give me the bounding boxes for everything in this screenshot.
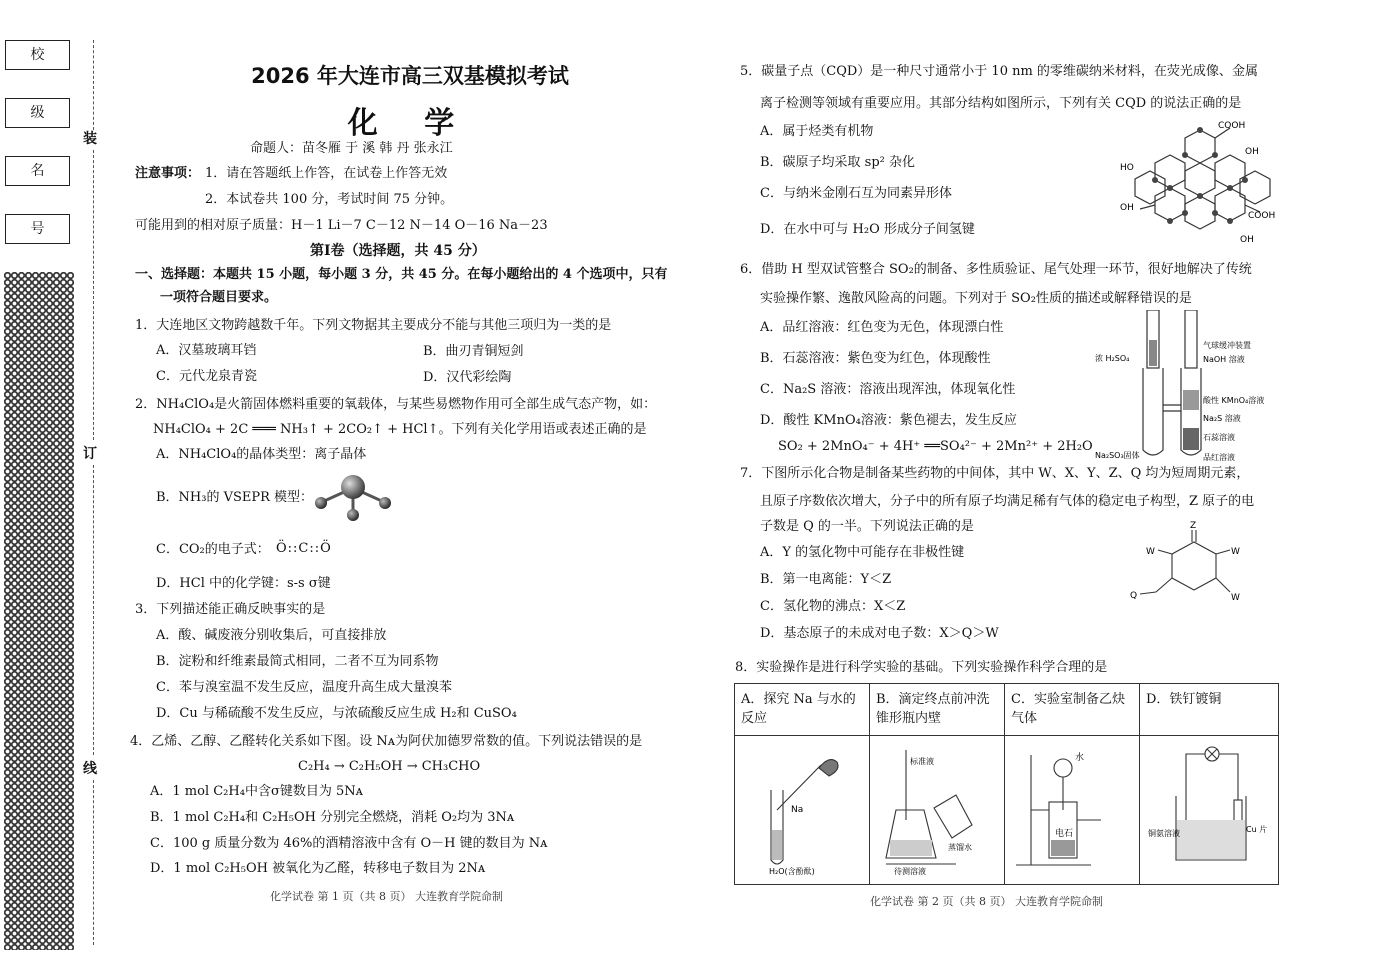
- na-water-figure: [741, 740, 863, 876]
- q8-figure-a: [735, 736, 870, 885]
- q4-option-c: C．100 g 质量分数为 46%的酒精溶液中含有 O－H 键的数目为 Nᴀ: [150, 836, 548, 851]
- q6-stem-1: 6．借助 H 型双试管整合 SO₂的制备、多性质验证、尾气处理一环节，很好地解决了传统: [740, 262, 1252, 277]
- h-tube-label: 酸性 KMnO₄溶液: [1203, 396, 1265, 405]
- q5-option-d: D．在水中可与 H₂O 形成分子间氢键: [760, 222, 975, 237]
- q7-option-c: C．氢化物的沸点：X＜Z: [760, 599, 906, 614]
- instructions-2: 一项符合题目要求。: [160, 290, 278, 305]
- fig-b-label: 蒸馏水: [948, 843, 972, 852]
- q2-option-d: D．HCl 中的化学键：s-s σ键: [156, 576, 331, 591]
- q6-option-d: D．酸性 KMnO₄溶液：紫色褪去，发生反应: [760, 413, 1017, 428]
- q7-stem-1: 7．下图所示化合物是制备某些药物的中间体，其中 W、X、Y、Z、Q 均为短周期元素，: [740, 466, 1250, 481]
- q6-stem-2: 实验操作繁、逸散风险高的问题。下列对于 SO₂性质的描述或解释错误的是: [760, 291, 1192, 306]
- page-footer-left: 化学试卷 第 1 页（共 8 页） 大连教育学院命制: [270, 890, 503, 903]
- vsepr-model-icon: [312, 472, 394, 522]
- q7-atom: Q: [1130, 591, 1138, 601]
- fig-c-label: 电石: [1055, 829, 1074, 839]
- cqd-label: COOH: [1218, 121, 1246, 131]
- q6-option-c: C．Na₂S 溶液：溶液出现浑浊，体现氧化性: [760, 382, 1016, 397]
- h-tube-label: Na₂S 溶液: [1203, 414, 1241, 423]
- q3-option-d: D．Cu 与稀硫酸不发生反应，与浓硫酸反应生成 H₂和 CuSO₄: [156, 706, 517, 721]
- q6-option-b: B．石蕊溶液：紫色变为红色，体现酸性: [760, 351, 991, 366]
- fig-a-label: H₂O(含酚酞): [769, 867, 815, 876]
- h-tube-figure: [1095, 310, 1285, 462]
- q7-atom: W: [1231, 547, 1240, 557]
- q7-stem-3: 子数是 Q 的一半。下列说法正确的是: [760, 519, 974, 534]
- cqd-label: OH: [1245, 147, 1259, 157]
- q8-option-b: B．滴定终点前冲洗锥形瓶内壁: [870, 684, 1005, 736]
- notes-label: 注意事项：: [135, 166, 201, 181]
- cqd-label: HO: [1120, 163, 1134, 173]
- fig-b-label: 待测溶液: [894, 867, 926, 876]
- q2-stem-2: NH₄ClO₄ + 2C ═══ NH₃↑ + 2CO₂↑ + HCl↑。下列有关化学用语或表述正确的是: [153, 422, 647, 437]
- seal-pattern: [4, 272, 74, 950]
- q2-option-a: A．NH₄ClO₄的晶体类型：离子晶体: [156, 447, 367, 462]
- h-tube-label: 浓 H₂SO₄: [1095, 354, 1130, 363]
- q4-option-d: D．1 mol C₂H₅OH 被氧化为乙醛，转移电子数目为 2Nᴀ: [150, 861, 486, 876]
- exam-subject: 化 学: [347, 106, 473, 141]
- q7-option-a: A．Y 的氢化物中可能存在非极性键: [760, 545, 965, 560]
- q7-atom: W: [1231, 593, 1240, 603]
- titration-figure: [876, 740, 998, 876]
- page-footer-right: 化学试卷 第 2 页（共 8 页） 大连教育学院命制: [870, 895, 1103, 908]
- q7-atom: W: [1146, 547, 1155, 557]
- q8-option-d: D．铁钉镀铜: [1140, 684, 1279, 736]
- q8-figure-d: [1140, 736, 1279, 885]
- co2-electron-formula: Ö::C::Ö: [276, 541, 332, 556]
- number-box: 号: [5, 214, 70, 244]
- q1-option-b: B．曲刃青铜短剑: [423, 344, 524, 359]
- h-tube-label: 品红溶液: [1203, 453, 1235, 462]
- electroplating-figure: [1146, 740, 1272, 876]
- q8-options-table: [734, 683, 1279, 885]
- cqd-label: OH: [1120, 203, 1134, 213]
- q4-scheme: C₂H₄ → C₂H₅OH → CH₃CHO: [298, 759, 481, 774]
- note-1: 1．请在答题纸上作答，在试卷上作答无效: [205, 166, 448, 181]
- q5-option-b: B．碳原子均采取 sp² 杂化: [760, 155, 916, 170]
- q1-option-c: C．元代龙泉青瓷: [156, 369, 257, 384]
- h-tube-label: Na₂SO₃固体: [1095, 451, 1140, 460]
- name-box: 名: [5, 156, 70, 186]
- q7-option-b: B．第一电离能：Y＜Z: [760, 572, 892, 587]
- q5-stem-1: 5．碳量子点（CQD）是一种尺寸通常小于 10 nm 的零维碳纳米材料，在荧光成像、金属: [740, 64, 1258, 79]
- binding-line: [93, 780, 94, 945]
- q5-stem-2: 离子检测等领域有重要应用。其部分结构如图所示，下列有关 CQD 的说法正确的是: [760, 96, 1242, 111]
- binding-label: 订: [83, 446, 97, 462]
- h-tube-label: 石蕊溶液: [1203, 433, 1235, 442]
- school-box: 校: [5, 40, 70, 70]
- q3-option-c: C．苯与溴室温不发生反应，温度升高生成大量溴苯: [156, 680, 452, 695]
- q6-option-a: A．品红溶液：红色变为无色，体现漂白性: [760, 320, 1004, 335]
- class-box: 级: [5, 98, 70, 128]
- q5-option-a: A．属于烃类有机物: [760, 124, 874, 139]
- binding-label: 线: [83, 761, 97, 777]
- acetylene-figure: [1011, 740, 1133, 876]
- binding-line: [93, 40, 94, 130]
- q7-stem-2: 且原子序数依次增大，分子中的所有原子均满足稀有气体的稳定电子构型，Z 原子的电: [760, 494, 1255, 509]
- q7-option-d: D．基态原子的未成对电子数：X＞Q＞W: [760, 626, 999, 641]
- q8-option-c: C．实验室制备乙炔气体: [1005, 684, 1140, 736]
- q3-stem: 3．下列描述能正确反映事实的是: [135, 602, 326, 617]
- binding-label: 装: [83, 131, 97, 147]
- binding-line: [93, 150, 94, 440]
- q1-option-d: D．汉代彩绘陶: [423, 370, 512, 385]
- q4-option-b: B．1 mol C₂H₄和 C₂H₅OH 分别完全燃烧，消耗 O₂均为 3Nᴀ: [150, 810, 515, 825]
- q7-molecule-figure: [1118, 520, 1248, 608]
- q8-option-a: A．探究 Na 与水的反应: [735, 684, 870, 736]
- q8-figure-c: [1005, 736, 1140, 885]
- q4-option-a: A．1 mol C₂H₄中含σ键数目为 5Nᴀ: [150, 784, 363, 799]
- exam-title: 2026 年大连市高三双基模拟考试: [251, 64, 569, 88]
- section-title: 第Ⅰ卷（选择题，共 45 分）: [310, 243, 486, 259]
- q8-figure-b: [870, 736, 1005, 885]
- cqd-structure-figure: [1120, 110, 1285, 248]
- cqd-label: OH: [1240, 235, 1254, 245]
- fig-a-label: Na: [791, 805, 804, 815]
- h-tube-label: NaOH 溶液: [1203, 355, 1245, 364]
- authors: 命题人：苗冬雁 于 溪 韩 丹 张永江: [250, 141, 453, 156]
- q2-option-b: B．NH₃的 VSEPR 模型：: [156, 490, 314, 505]
- fig-d-label: Cu 片: [1246, 825, 1268, 834]
- q2-stem-1: 2．NH₄ClO₄是火箭固体燃料重要的氧载体，与某些易燃物作用可全部生成气态产物，如：: [135, 397, 657, 412]
- h-tube-label: 气球缓冲装置: [1203, 341, 1251, 350]
- q6-equation: SO₂ + 2MnO₄⁻ + 4H⁺ ══SO₄²⁻ + 2Mn²⁺ + 2H₂O: [778, 439, 1093, 454]
- q5-option-c: C．与纳米金刚石互为同素异形体: [760, 186, 952, 201]
- q2-option-c: C．CO₂的电子式：: [156, 542, 270, 557]
- q7-atom: Z: [1190, 521, 1197, 531]
- fig-b-label: 标准液: [910, 757, 934, 766]
- q8-stem: 8．实验操作是进行科学实验的基础。下列实验操作科学合理的是: [735, 660, 1108, 675]
- q3-option-a: A．酸、碱废液分别收集后，可直接排放: [156, 628, 387, 643]
- cqd-label: COOH: [1248, 211, 1276, 221]
- instructions-1: 一、选择题：本题共 15 小题，每小题 3 分，共 45 分。在每小题给出的 4 个选项中，只有: [135, 267, 668, 282]
- binding-line: [93, 465, 94, 755]
- fig-d-label: 铜氨溶液: [1148, 829, 1180, 838]
- q4-stem: 4．乙烯、乙醇、乙醛转化关系如下图。设 Nᴀ为阿伏加德罗常数的值。下列说法错误的是: [130, 734, 643, 749]
- atomic-masses: 可能用到的相对原子质量：H－1 Li－7 C－12 N－14 O－16 Na－23: [135, 218, 548, 233]
- q3-option-b: B．淀粉和纤维素最简式相同，二者不互为同系物: [156, 654, 439, 669]
- note-2: 2．本试卷共 100 分，考试时间 75 分钟。: [205, 192, 454, 207]
- q1-stem: 1．大连地区文物跨越数千年。下列文物据其主要成分不能与其他三项归为一类的是: [135, 318, 612, 333]
- fig-c-label: 水: [1075, 753, 1085, 763]
- q1-option-a: A．汉墓玻璃耳铛: [156, 343, 257, 358]
